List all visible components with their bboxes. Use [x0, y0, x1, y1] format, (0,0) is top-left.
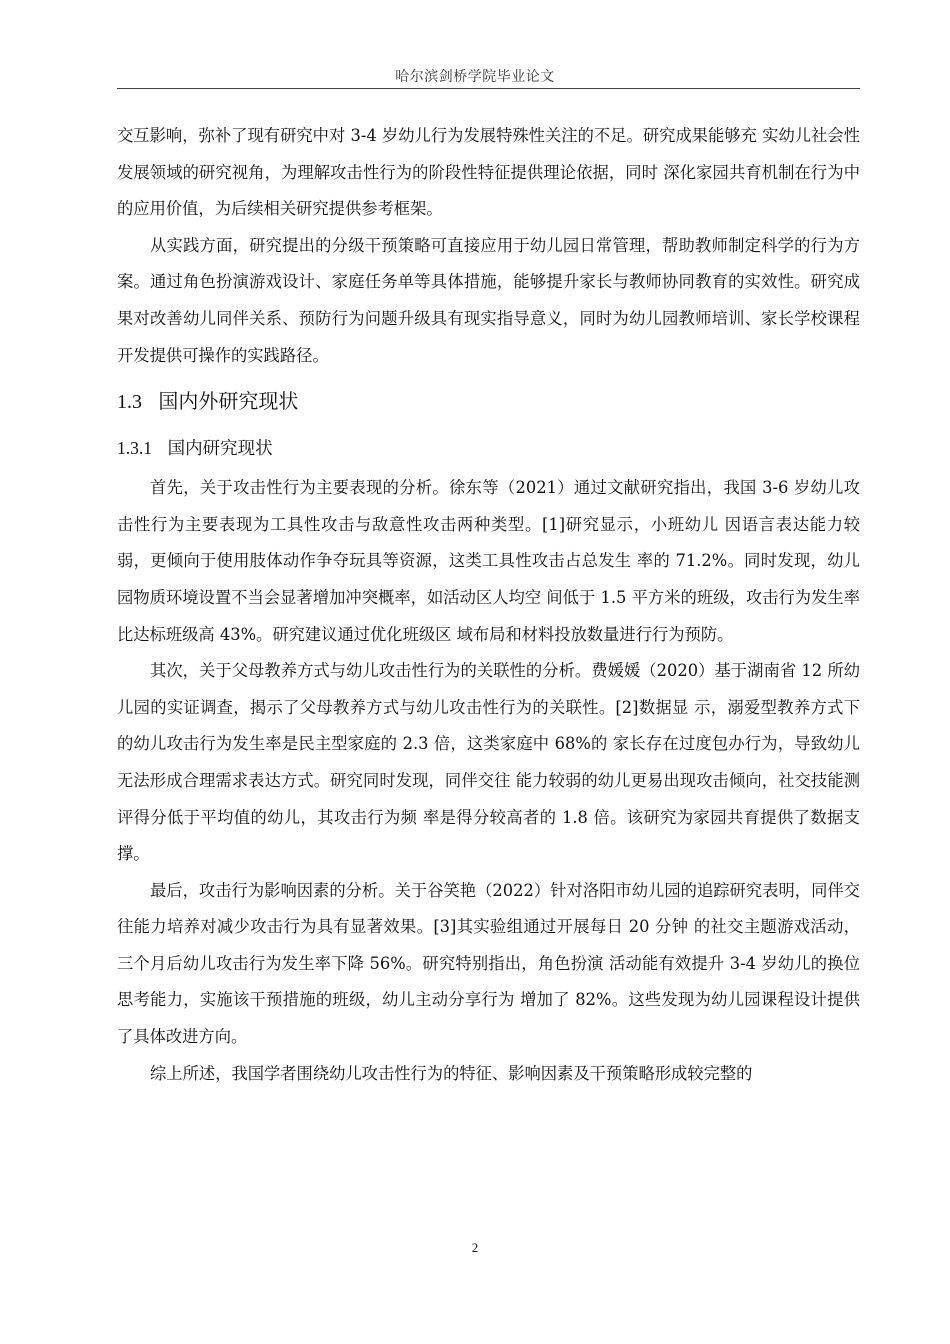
paragraph-first-analysis: 首先，关于攻击性行为主要表现的分析。徐东等（2021）通过文献研究指出，我国 3-6 岁幼儿攻击性行为主要表现为工具性攻击与敌意性攻击两种类型。[1]研究显示，小班幼儿 因语言表达能力较弱，更倾向于使用肢体动作争夺玩具等资源，这类工具性攻击占总发生 率的 71.2%。同时发现，幼儿园物质环境设置不当会显著增加冲突概率，如活动区人均空 间低于 1.5 平方米的班级，攻击行为发生率比达标班级高 43%。研究建议通过优化班级区 域布局和材料投放数量进行行为预防。 — [117, 478, 860, 644]
section-heading — [117, 380, 860, 428]
paragraph-practical-significance: 从实践方面，研究提出的分级干预策略可直接应用于幼儿园日常管理，帮助教师制定科学的行为方案。通过角色扮演游戏设计、家庭任务单等具体措施，能够提升家长与教师协同教育的实效性。研究成果对改善幼儿同伴关系、预防行为问题升级具有现实指导意义，同时为幼儿园教师培训、家长学校课程开发提供可操作的实践路径。 — [117, 235, 860, 365]
page-number: 2 — [471, 1240, 479, 1255]
running-header: 哈尔滨剑桥学院毕业论文 — [395, 69, 555, 85]
subsection-number: 1.3.1 — [117, 438, 152, 459]
paragraph-second-analysis: 其次，关于父母教养方式与幼儿攻击性行为的关联性的分析。费媛媛（2020）基于湖南省 12 所幼儿园的实证调查，揭示了父母教养方式与幼儿攻击性行为的关联性。[2]数据显 示，溺爱型教养方式下的幼儿攻击行为发生率是民主型家庭的 2.3 倍，这类家庭中 68%的 家长存在过度包办行为，导致幼儿无法形成合理需求表达方式。研究同时发现，同伴交往 能力较弱的幼儿更易出现攻击倾向，社交技能测评得分低于平均值的幼儿，其攻击行为频 率是得分较高者的 1.8 倍。该研究为家园共育提供了数据支撑。 — [117, 661, 860, 864]
section-title: 国内外研究现状 — [158, 389, 299, 414]
header-divider — [117, 88, 860, 89]
subsection-heading — [117, 428, 860, 470]
paragraph-third-analysis: 最后，攻击行为影响因素的分析。关于谷笑艳（2022）针对洛阳市幼儿园的追踪研究表明，同伴交往能力培养对减少攻击行为具有显著效果。[3]其实验组通过开展每日 20 分钟 的社交主题游戏活动，三个月后幼儿攻击行为发生率下降 56%。研究特别指出，角色扮演 活动能有效提升 3-4 岁幼儿的换位思考能力，实施该干预措施的班级，幼儿主动分享行为 增加了 82%。这些发现为幼儿园课程设计提供了具体改进方向。 — [117, 880, 860, 1047]
paragraph-continuation: 交互影响，弥补了现有研究中对 3-4 岁幼儿行为发展特殊性关注的不足。研究成果能够充 实幼儿社会性发展领域的研究视角，为理解攻击性行为的阶段性特征提供理论依据，同时 深化家园共育机制在行为中的应用价值，为后续相关研究提供参考框架。 — [117, 126, 860, 219]
subsection-title: 国内研究现状 — [167, 439, 273, 460]
section-number: 1.3 — [117, 391, 142, 414]
paragraph-summary: 综上所述，我国学者围绕幼儿攻击性行为的特征、影响因素及干预策略形成较完整的 — [150, 1063, 753, 1083]
body-content — [117, 118, 860, 1092]
